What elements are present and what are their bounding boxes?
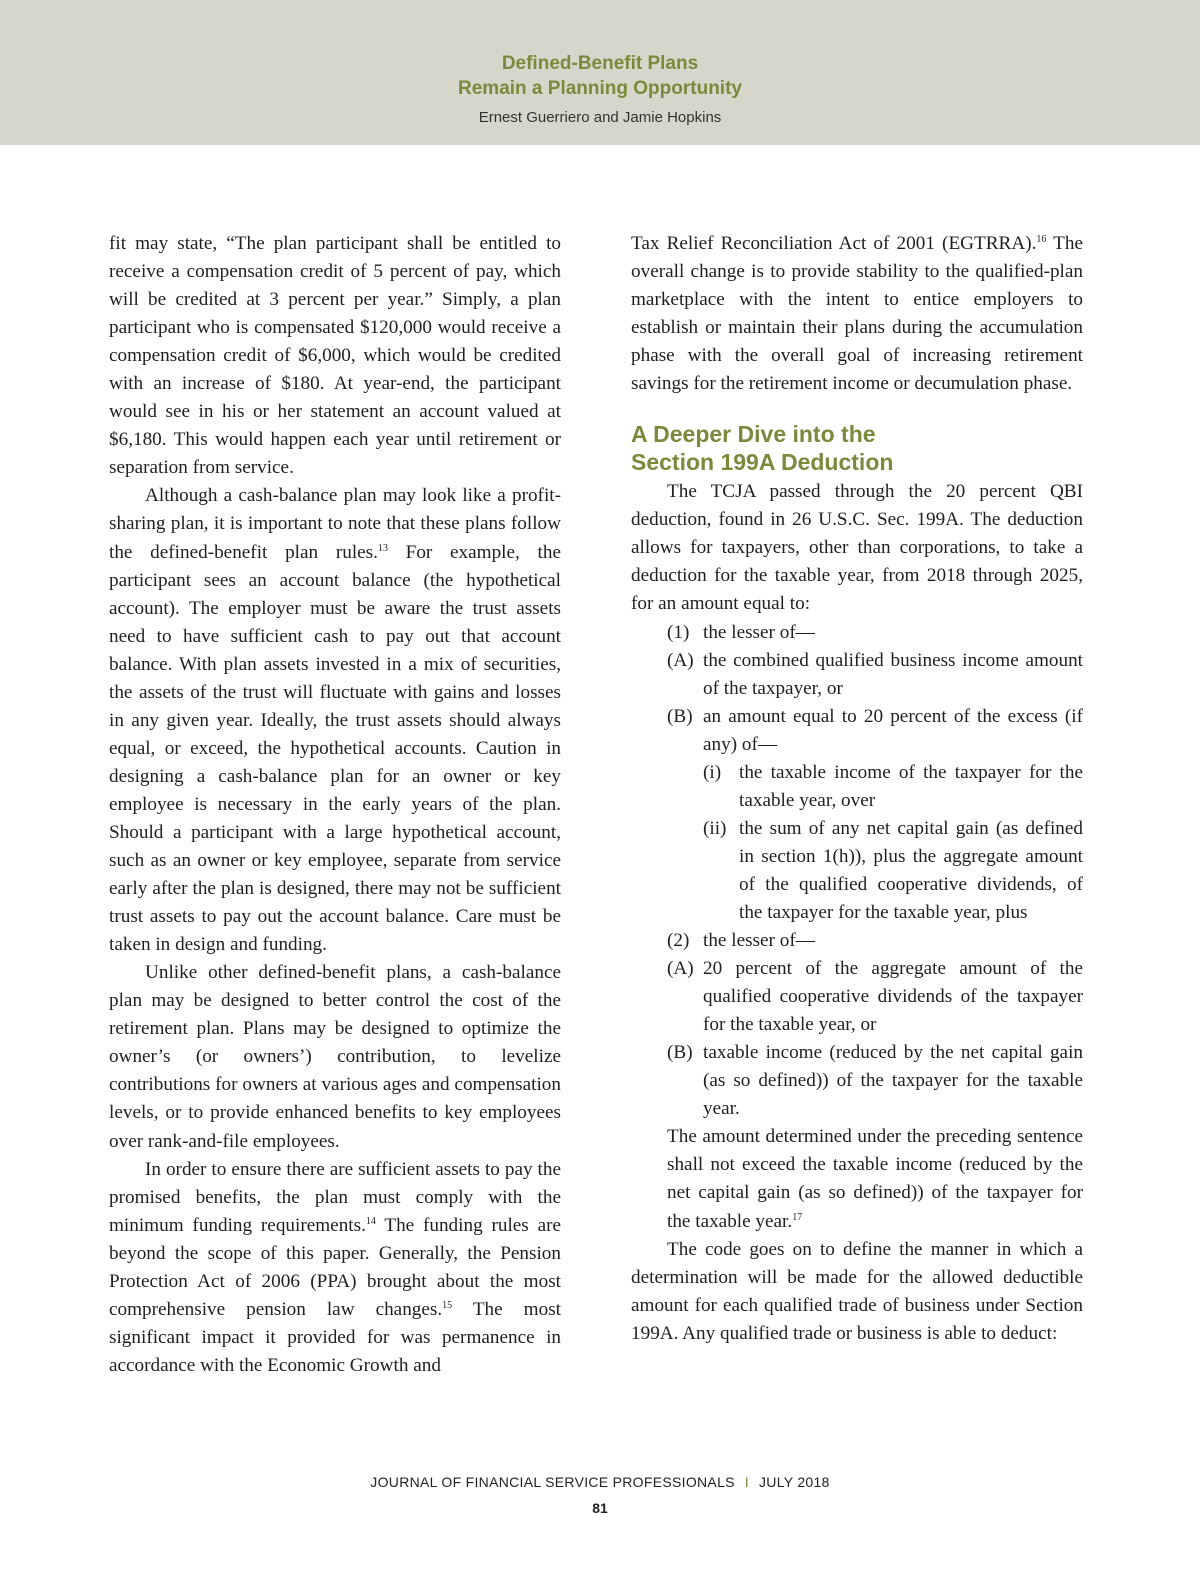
paragraph: In order to ensure there are sufficient assets to pay the promised benefits, the plan must comply with the minimum funding requirements.$^{14}$ The funding rules are beyond the scope of this paper. Generally, the Pension Protection Act of 2006 (PPA) brought about the most comprehensive pension law changes.$^{15}$ The most significant impact it provided for was permanence in accordance with the Economic Growth and: [109, 1158, 561, 1376]
issue-date: JULY 2018: [759, 1474, 830, 1490]
list-item: (1) the lesser of—: [667, 621, 815, 643]
footnote-ref: 16: [1036, 234, 1047, 245]
header-title-line2: Remain a Planning Opportunity: [458, 78, 742, 99]
journal-name: JOURNAL OF FINANCIAL SERVICE PROFESSIONALS: [370, 1474, 735, 1490]
list-item: (ii) the sum of any net capital gain (as defined in section 1(h)), plus the aggregate amount of the qualified cooperative dividends, of the taxpayer for the taxable year, plus: [703, 817, 1083, 923]
header-authors: Ernest Guerriero and Jamie Hopkins: [478, 109, 722, 126]
list-item: (i) the taxable income of the taxpayer for the taxable year, over: [703, 761, 1083, 811]
page-number: 81: [592, 1500, 608, 1516]
footnote-ref: 17: [792, 1211, 803, 1223]
paragraph: The TCJA passed through the 20 percent QBI deduction, found in 26 U.S.C. Sec. 199A. The deduction allows for taxpayers, other than corporations, to take a deduction for the taxable year, from 2018 through 2025, for an amount equal to:: [631, 481, 1083, 615]
footnote-ref: 15: [442, 1299, 453, 1311]
right-column: [631, 230, 1083, 1348]
list-item: (A) 20 percent of the aggregate amount of the qualified cooperative dividends of the taxpayer for the taxable year, or: [667, 958, 1083, 1036]
page-header: [0, 0, 1200, 145]
paragraph: Unlike other defined-benefit plans, a cash-balance plan may be designed to better control the cost of the retirement plan. Plans may be designed to optimize the owner’s (or owners’) contribution, to levelize contributions for owners at various ages and compensation levels, or to provide enhanced benefits to key employees over rank-and-file employees.: [109, 962, 561, 1152]
section-heading: A Deeper Dive into the Section 199A Deduction: [631, 421, 894, 476]
paragraph: Tax Relief Reconciliation Act of 2001 (EGTRRA).$^{16}$ The overall change is to provide stability to the qualified-plan marketplace with the intent to entice employers to establish or maintain their plans during the accumulation phase with the overall goal of increasing retirement savings for the retirement income or decumulation phase.: [631, 233, 1084, 395]
list-item: (B) taxable income (reduced by the net capital gain (as so defined)) of the taxpayer for the taxable year.: [667, 1042, 1083, 1120]
paragraph: The code goes on to define the manner in which a determination will be made for the allowed deductible amount for each qualified trade of business under Section 199A. Any qualified trade or business is able to deduct:: [631, 1238, 1083, 1344]
paragraph: Although a cash-balance plan may look like a profit-sharing plan, it is important to note that these plans follow the defined-benefit plan rules.$^{13}$ For example, the participant sees an account balance (the hypothetical account). The employer must be aware the trust assets need to have sufficient cash to pay out that account balance. With plan assets invested in a mix of securities, the assets of the trust will fluctuate with gains and losses in any given year. Ideally, the trust assets should always equal, or exceed, the hypothetical accounts. Caution in designing a cash-balance plan for an owner or key employee is necessary in the early years of the plan. Should a participant with a large hypothetical account, such as an owner or key employee, separate from service early after the plan is designed, there may not be sufficient trust assets to pay out the account balance. Care must be taken in design and funding.: [109, 485, 561, 956]
footer-separator: I: [744, 1474, 749, 1490]
footnote-ref: 14: [365, 1215, 376, 1227]
left-column: [109, 230, 561, 1380]
paragraph: fit may state, “The plan participant shall be entitled to receive a compensation credit of 5 percent of pay, which will be credited at 3 percent per year.” Simply, a plan participant who is compensated $120,000 would receive a compensation credit of $6,000, which would be credited with an increase of $180. At year-end, the participant would see in his or her statement an account valued at $6,180. This would happen each year until retirement or separation from service.: [109, 233, 561, 479]
list-item: (A) the combined qualified business income amount of the taxpayer, or: [667, 649, 1083, 699]
list-item: (B) an amount equal to 20 percent of the excess (if any) of—: [667, 705, 1083, 755]
header-title-line1: Defined-Benefit Plans: [501, 53, 699, 74]
list-item: (2) the lesser of—: [667, 930, 815, 952]
page-footer: [0, 1474, 1200, 1490]
footnote-ref: 13: [377, 542, 388, 554]
paragraph: The amount determined under the preceding sentence shall not exceed the taxable income (reduced by the net capital gain (as so defined)) of the taxpayer for the taxable year.$^{17}$: [667, 1126, 1083, 1232]
